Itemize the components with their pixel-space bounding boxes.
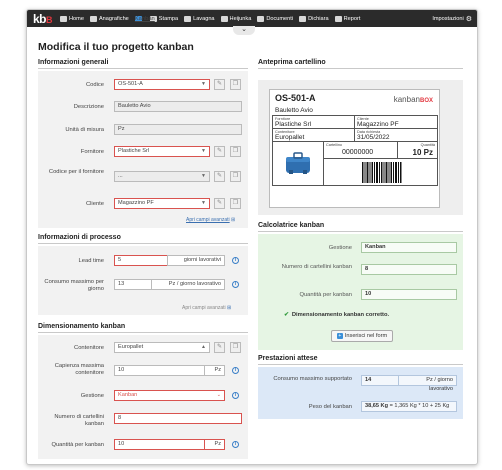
perf-peso-value (361, 401, 457, 412)
edit-icon[interactable]: ✎ (214, 198, 225, 209)
consumo-label: Consumo massimo per giorno (44, 279, 104, 292)
calc-cartellini-label: Numero di cartellini kanban (281, 264, 352, 270)
info-icon[interactable]: i (232, 392, 239, 399)
codice-fornitore-label: Codice per il fornitore (48, 169, 104, 175)
codice-value: OS-501-A (118, 81, 143, 87)
cell-value: Europallet (275, 134, 305, 141)
section-calc-title: Calcolatrice kanban (258, 222, 463, 232)
gestione-value: Kanban (118, 392, 138, 398)
contenitore-value: Europallet (118, 344, 144, 350)
section-perf-title: Prestazioni attese (258, 355, 463, 365)
nav-kanban[interactable] (134, 15, 155, 22)
calc-status-text: Dimensionamento kanban corretto. (291, 312, 390, 318)
copy-icon[interactable]: ❐ (230, 198, 241, 209)
cell-value: Magazzino PF (357, 121, 399, 128)
fornitore-label: Fornitore (80, 149, 104, 155)
contenitore-select[interactable] (114, 342, 210, 353)
cliente-label: Cliente (85, 201, 104, 207)
lead-time-unit: giorni lavorativi (167, 255, 225, 266)
calc-cartellini-value: 8 (361, 264, 457, 275)
codice-select[interactable] (114, 79, 210, 90)
copy-icon[interactable]: ❐ (230, 342, 241, 353)
capienza-label: Capienza massima contenitore (54, 363, 104, 376)
perf-consumo-label: Consumo massimo supportato (273, 376, 352, 382)
cliente-value: Magazzino PF (118, 200, 154, 206)
nav-lavagna[interactable] (184, 16, 214, 22)
descrizione-input[interactable]: Bauletto Avio (114, 101, 242, 112)
edit-icon[interactable]: ✎ (214, 146, 225, 157)
card-description: Bauletto Avio (275, 107, 313, 114)
copy-icon[interactable]: ❐ (230, 171, 241, 182)
caret-down-icon: ▼ (201, 81, 206, 87)
edit-icon[interactable]: ✎ (214, 342, 225, 353)
performance-panel (258, 367, 463, 419)
calc-gestione-value: Kanban (361, 242, 457, 253)
cartellini-label: Numero di cartellini kanban (54, 414, 104, 427)
perf-peso-label: Peso del kanban (308, 404, 352, 410)
codice-fornitore-select[interactable] (114, 171, 210, 182)
general-advanced-link[interactable] (186, 217, 235, 223)
declare-icon (299, 16, 306, 22)
insert-button-label: Inserisci nel form (344, 333, 388, 339)
copy-icon[interactable]: ❐ (230, 79, 241, 90)
unita-input[interactable]: Pz (114, 124, 242, 135)
cell-value: 00000000 (342, 149, 374, 156)
cell-value: Plastiche Srl (275, 121, 312, 128)
nav-label: Report (343, 15, 361, 22)
registry-icon (90, 16, 97, 22)
advanced-link-text: Apri campi avanzati (182, 305, 226, 311)
plus-icon: + (338, 332, 342, 339)
report-icon (335, 16, 342, 22)
preview-panel (258, 80, 463, 215)
info-icon[interactable]: i (232, 281, 239, 288)
lead-time-label: Lead time (78, 258, 104, 264)
cell-key: Cliente (357, 117, 369, 121)
card-image-cell (272, 141, 324, 186)
calc-gestione-label: Gestione (328, 245, 352, 251)
calculator-panel (258, 234, 463, 350)
card-data (354, 128, 438, 142)
section-general-title: Informazioni generali (38, 59, 248, 69)
perf-consumo-unit: Pz / giorno lavorativo (398, 375, 457, 386)
caret-down-icon: ▼ (201, 173, 206, 179)
codice-fornitore-value: ... (118, 173, 123, 179)
sizing-panel (38, 335, 248, 459)
card-quantita (397, 141, 438, 159)
caret-down-icon: ▼ (201, 200, 206, 206)
process-panel (38, 246, 248, 315)
cell-key: Data richiesta (357, 130, 381, 134)
perf-consumo-value: 14 (361, 375, 398, 386)
nav-documenti[interactable] (257, 16, 293, 22)
general-panel (38, 71, 248, 228)
board-icon (184, 16, 191, 22)
home-icon (60, 16, 67, 22)
capienza-input[interactable]: 10 (114, 365, 204, 376)
quantita-input[interactable]: 10 (114, 439, 204, 450)
unita-label: Unità di misura (65, 127, 104, 133)
descrizione-label: Descrizione (73, 104, 104, 110)
calc-quantita-value: 10 (361, 289, 457, 300)
barcode-image (362, 162, 402, 183)
expand-icon: ⊞ (227, 305, 232, 311)
expand-icon: ⊞ (231, 217, 236, 223)
brand-text: kanban (393, 95, 420, 104)
calc-quantita-label: Quantità per kanban (299, 292, 352, 298)
nav-dichiara[interactable] (299, 16, 329, 22)
cell-value: 10 Pz (412, 148, 433, 157)
nav-label: Dichiara (308, 15, 329, 22)
nav-anagrafiche[interactable] (90, 16, 129, 22)
fornitore-select[interactable] (114, 146, 210, 157)
codice-label: Codice (85, 82, 104, 88)
logo-sub: B (46, 14, 53, 25)
cell-value: 31/05/2022 (357, 134, 390, 141)
card-barcode-cell (323, 158, 438, 186)
document-icon (257, 16, 264, 22)
nav-label: Lavagna (193, 15, 215, 22)
card-cliente (354, 115, 438, 129)
peso-formula: = 1,365 Kg * 10 + 25 Kg (389, 403, 450, 409)
top-navbar (27, 10, 477, 27)
info-icon[interactable]: i (232, 257, 239, 264)
card-cartellino (323, 141, 398, 159)
nav-label: Stampa (158, 15, 179, 22)
cell-key: Quantità (420, 143, 435, 147)
card-contenitore (272, 128, 355, 142)
chevron-down-icon[interactable]: ⌄ (233, 26, 255, 35)
gear-icon: ⚙ (465, 15, 472, 23)
card-fornitore (272, 115, 355, 129)
heijunka-icon (221, 16, 228, 22)
quantita-unit: Pz (204, 439, 225, 450)
cliente-select[interactable] (114, 198, 210, 209)
chevron-down-icon: ⌄ (216, 392, 221, 398)
edit-icon[interactable]: ✎ (214, 171, 225, 182)
nav-label: Anagrafiche (98, 15, 129, 22)
section-process-title: Informazioni di processo (38, 234, 248, 244)
calc-status (284, 312, 389, 318)
caret-down-icon: ▼ (201, 148, 206, 154)
process-advanced-link[interactable] (182, 305, 231, 311)
quantita-label: Quantità per kanban (51, 442, 104, 448)
nav-label: Home (69, 15, 84, 22)
cell-key: Fornitore (275, 117, 291, 121)
app-logo[interactable] (33, 12, 52, 26)
nav-report[interactable] (335, 16, 361, 22)
consumo-input[interactable]: 13 (114, 279, 151, 290)
kanban-card (269, 89, 440, 208)
nav-label: Kanban (134, 15, 155, 22)
info-icon[interactable]: i (232, 441, 239, 448)
app-window (26, 9, 478, 465)
gestione-label: Gestione (80, 393, 104, 399)
nav-home[interactable] (60, 16, 84, 22)
nav-label: Heijunka (229, 15, 252, 22)
nav-label: Documenti (266, 15, 294, 22)
advanced-link-text: Apri campi avanzati (186, 217, 230, 223)
capienza-unit: Pz (204, 365, 225, 376)
nav-heijunka[interactable] (221, 16, 252, 22)
caret-up-icon: ▲ (201, 344, 206, 350)
peso-value: 38,65 Kg (365, 403, 389, 409)
brand-suffix: BOX (419, 98, 433, 104)
consumo-unit: Pz / giorno lavorativo (151, 279, 225, 290)
copy-icon[interactable]: ❐ (230, 146, 241, 157)
edit-icon[interactable]: ✎ (214, 79, 225, 90)
cell-key: Cartellino (326, 143, 343, 147)
fornitore-value: Plastiche Srl (118, 148, 150, 154)
brand-logo (394, 95, 433, 104)
check-icon: ✔ (284, 312, 289, 318)
nav-settings[interactable] (432, 15, 472, 23)
gestione-select[interactable] (114, 390, 225, 401)
card-code: OS-501-A (275, 93, 316, 103)
settings-label: Impostazioni (432, 15, 464, 22)
cell-key: Contenitore (275, 130, 295, 134)
page-title: Modifica il tuo progetto kanban (38, 41, 194, 53)
info-icon[interactable]: i (232, 367, 239, 374)
insert-form-button[interactable] (331, 330, 393, 342)
toolbox-image (273, 142, 323, 185)
section-preview-title: Anteprima cartellino (258, 59, 463, 69)
cartellini-input[interactable]: 8 (114, 413, 242, 424)
section-sizing-title: Dimensionamento kanban (38, 323, 248, 333)
contenitore-label: Contenitore (74, 345, 104, 351)
lead-time-input[interactable]: 5 (114, 255, 167, 266)
logo-text: kb (33, 11, 47, 26)
